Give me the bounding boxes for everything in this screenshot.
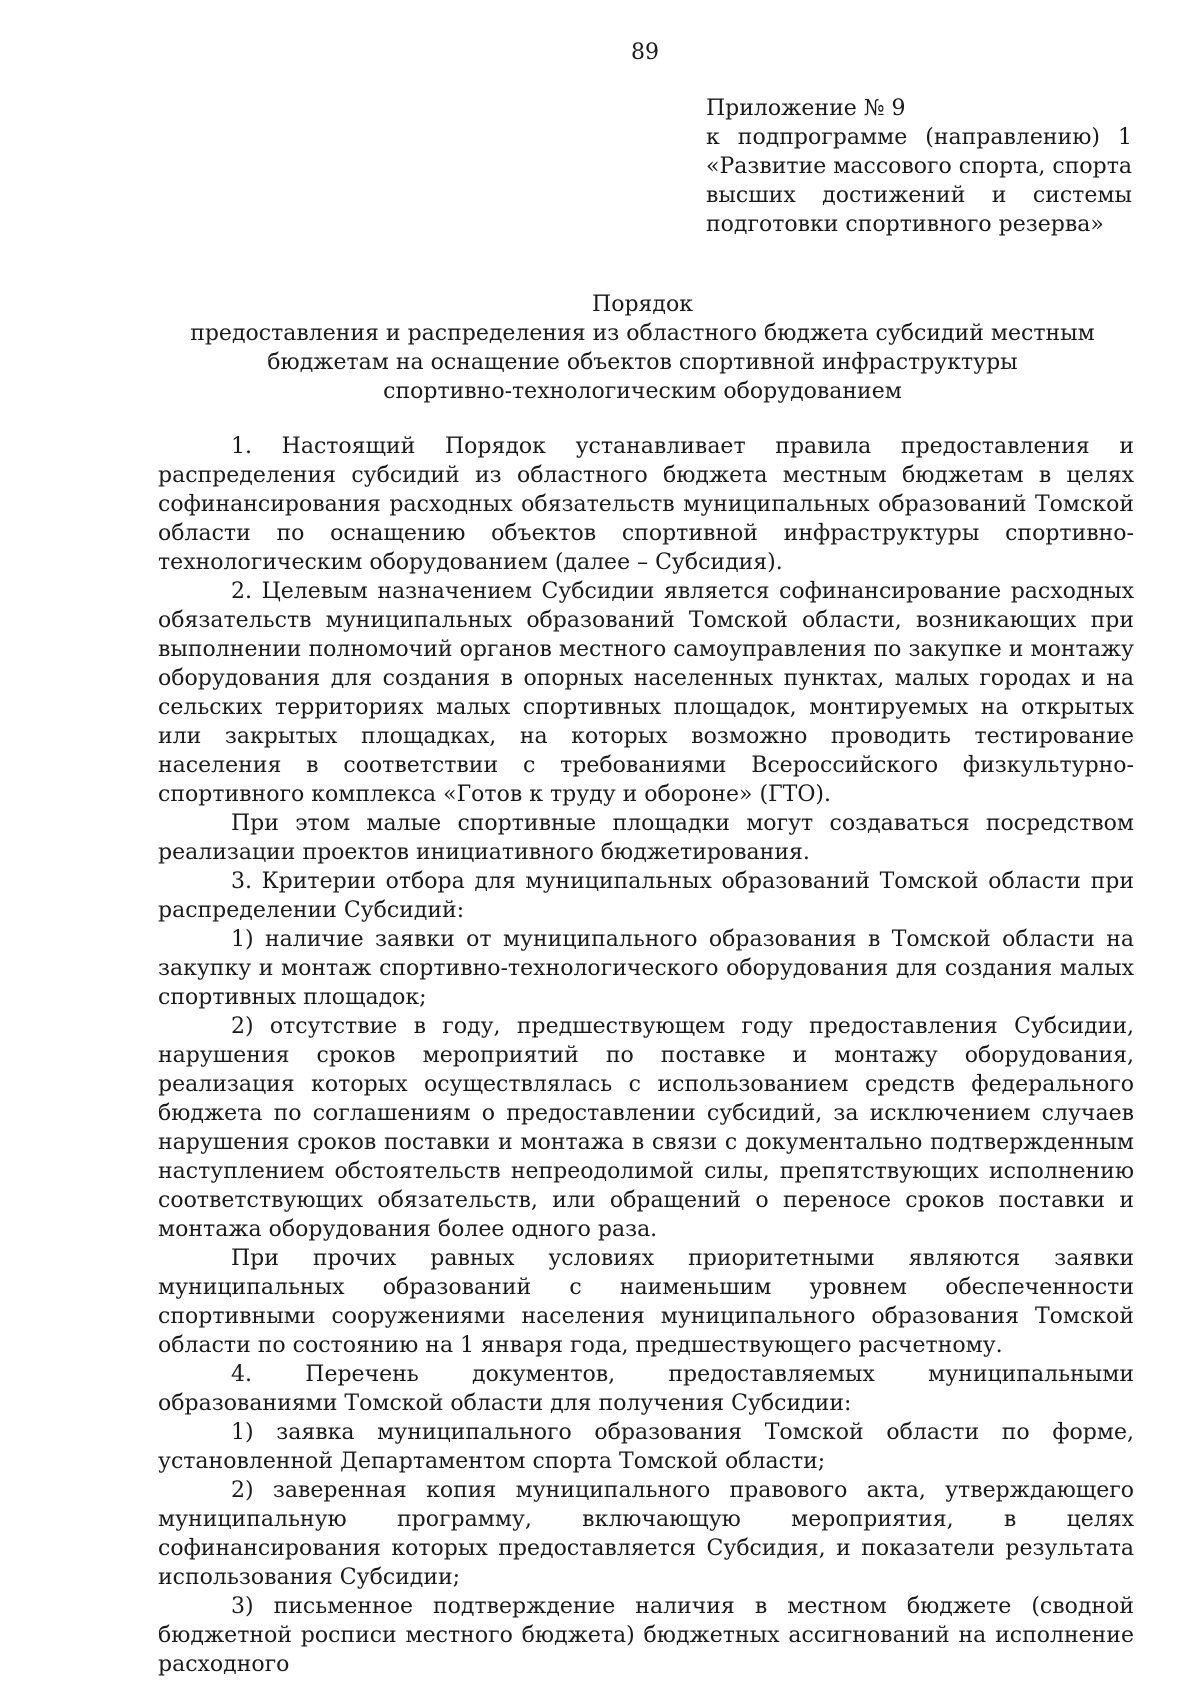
title-line-1: предоставления и распределения из областного бюджета субсидий местным (190, 321, 1095, 346)
paragraph: 3. Критерии отбора для муниципальных образований Томской области при распределении Субсидий: (158, 869, 1134, 923)
appendix-title: Приложение № 9 (706, 96, 906, 121)
paragraph: 1. Настоящий Порядок устанавливает правила предоставления и распределения субсидий из областного бюджета местным бюджетам в целях софинансирования расходных обязательств муниципальных образований Томской области по оснащению объектов спортивной инфраструктуры спортивно-технологическим оборудованием (далее – Субсидия). (158, 434, 1134, 575)
appendix-reference: к подпрограмме (направлению) 1 «Развитие массового спорта, спорта высших достижений и системы подготовки спортивного резерва» (706, 125, 1132, 237)
paragraph: 1) заявка муниципального образования Томской области по форме, установленной Департаментом спорта Томской области; (158, 1420, 1134, 1474)
document-body (158, 432, 1134, 1679)
paragraph: 3) письменное подтверждение наличия в местном бюджете (сводной бюджетной росписи местного бюджета) бюджетных ассигнований на исполнение расходного (158, 1594, 1134, 1677)
title-line-3: спортивно-технологическим оборудованием (383, 379, 902, 404)
paragraph: При этом малые спортивные площадки могут создаваться посредством реализации проектов инициативного бюджетирования. (158, 811, 1134, 865)
title-heading: Порядок (592, 292, 693, 317)
appendix-block (706, 94, 1132, 239)
paragraph: При прочих равных условиях приоритетными являются заявки муниципальных образований с наименьшим уровнем обеспеченности спортивными сооружениями населения муниципального образования Томской области по состоянию на 1 января года, предшествующего расчетному. (158, 1246, 1134, 1358)
paragraph: 1) наличие заявки от муниципального образования в Томской области на закупку и монтаж спортивно-технологического оборудования для создания малых спортивных площадок; (158, 927, 1134, 1010)
paragraph: 2. Целевым назначением Субсидии является софинансирование расходных обязательств муниципальных образований Томской области, возникающих при выполнении полномочий органов местного самоуправления по закупке и монтажу оборудования для создания в опорных населенных пунктах, малых городах и на сельских территориях малых спортивных площадок, монтируемых на открытых или закрытых площадках, на которых возможно проводить тестирование населения в соответствии с требованиями Всероссийского физкультурно-спортивного комплекса «Готов к труду и обороне» (ГТО). (158, 579, 1134, 807)
paragraph: 4. Перечень документов, предоставляемых муниципальными образованиями Томской области для получения Субсидии: (158, 1362, 1134, 1416)
paragraph: 2) отсутствие в году, предшествующем году предоставления Субсидии, нарушения сроков мероприятий по поставке и монтажу оборудования, реализация которых осуществлялась с использованием средств федерального бюджета по соглашениям о предоставлении субсидий, за исключением случаев нарушения сроков поставки и монтажа в связи с документально подтвержденным наступлением обстоятельств непреодолимой силы, препятствующих исполнению соответствующих обязательств, или обращений о переносе сроков поставки и монтажа оборудования более одного раза. (158, 1014, 1134, 1242)
page-number: 89 (631, 40, 659, 65)
paragraph: 2) заверенная копия муниципального правового акта, утверждающего муниципальную программу, включающую мероприятия, в целях софинансирования которых предоставляется Субсидия, и показатели результата использования Субсидии; (158, 1478, 1134, 1590)
document-title (150, 290, 1135, 406)
title-line-2: бюджетам на оснащение объектов спортивной инфраструктуры (267, 350, 1018, 375)
